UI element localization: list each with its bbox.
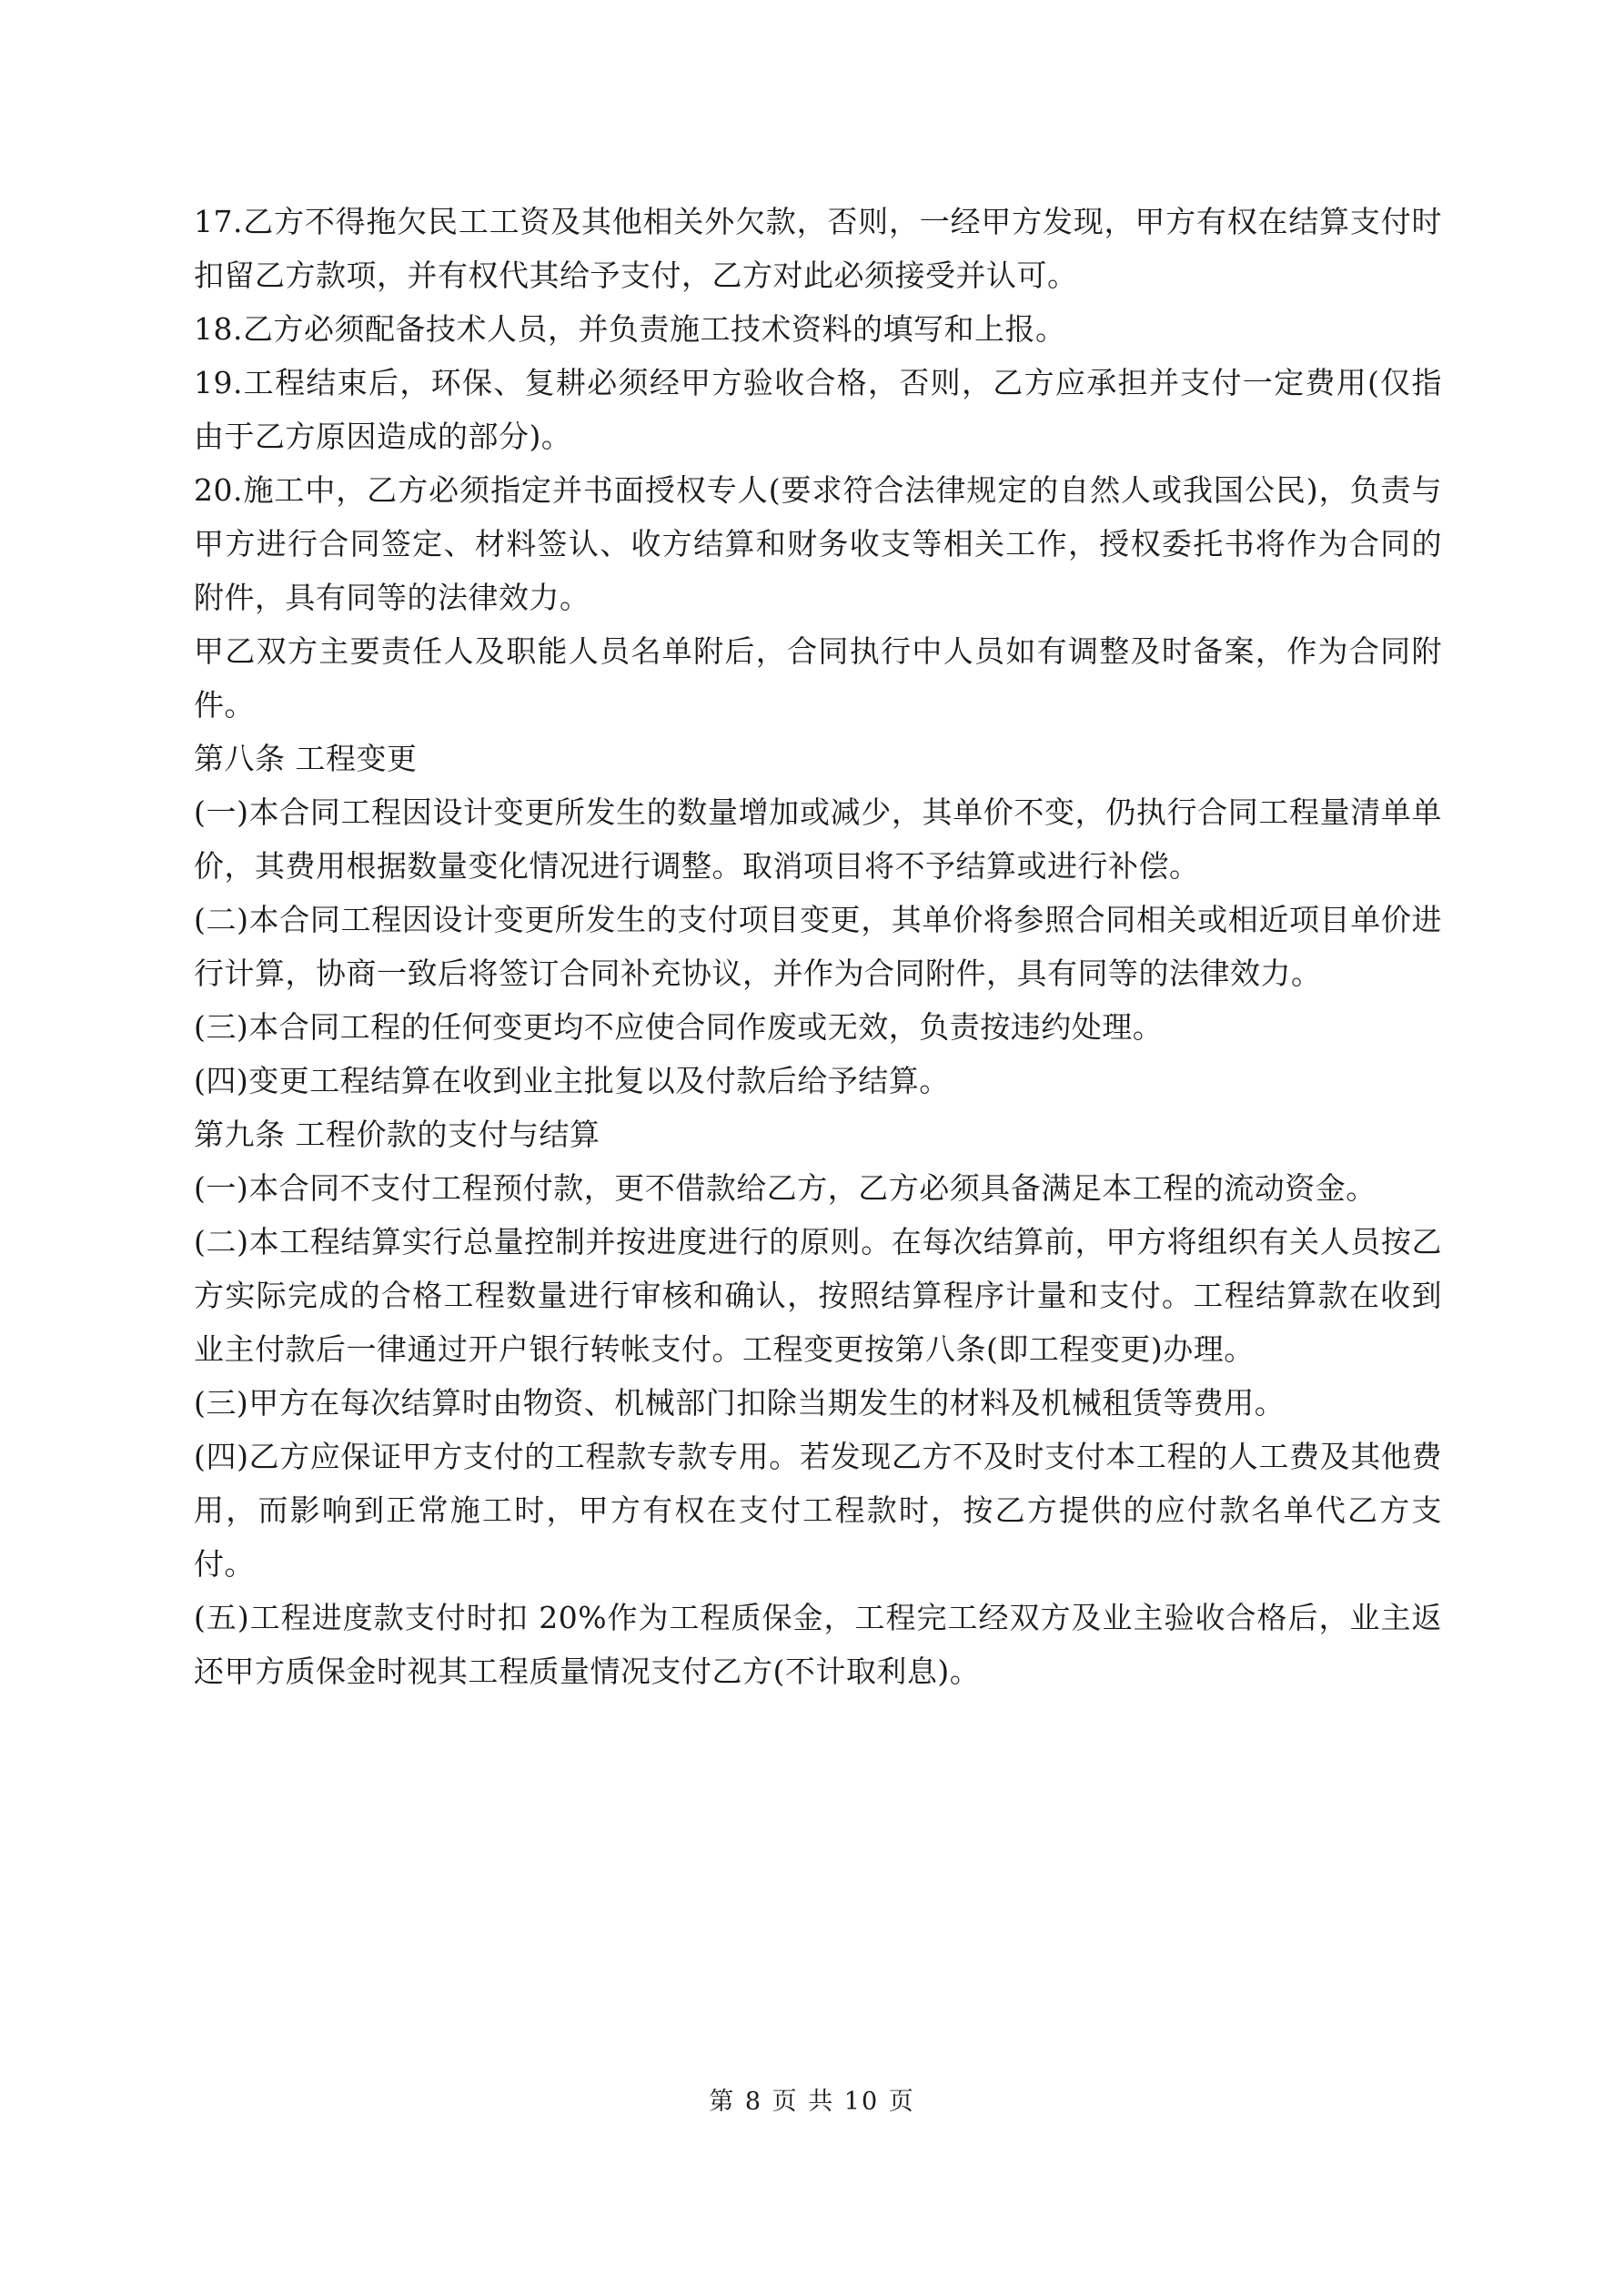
- paragraph-article-8-clause-4: (四)变更工程结算在收到业主批复以及付款后给予结算。: [194, 1063, 950, 1098]
- paragraph-article-8-clause-1: (一)本合同工程因设计变更所发生的数量增加或减少，其单价不变，仍执行合同工程量清单单价，其费用根据数量变化情况进行调整。取消项目将不予结算或进行补偿。: [194, 794, 1442, 884]
- paragraph-item-17: 17.乙方不得拖欠民工工资及其他相关外欠款，否则，一经甲方发现，甲方有权在结算支付时扣留乙方款项，并有权代其给予支付，乙方对此必须接受并认可。: [194, 204, 1442, 293]
- paragraph-personnel-note: 甲乙双方主要责任人及职能人员名单附后，合同执行中人员如有调整及时备案，作为合同附件。: [194, 633, 1442, 723]
- paragraph-article-9-clause-4: (四)乙方应保证甲方支付的工程款专款专用。若发现乙方不及时支付本工程的人工费及其他费用，而影响到正常施工时，甲方有权在支付工程款时，按乙方提供的应付款名单代乙方支付。: [194, 1439, 1442, 1582]
- section-heading-article-8: 第八条 工程变更: [194, 741, 418, 776]
- paragraph-article-9-clause-5: (五)工程进度款支付时扣 20%作为工程质保金，工程完工经双方及业主验收合格后，业主返还甲方质保金时视其工程质量情况支付乙方(不计取利息)。: [194, 1600, 1442, 1689]
- paragraph-article-8-clause-2: (二)本合同工程因设计变更所发生的支付项目变更，其单价将参照合同相关或相近项目单价进行计算，协商一致后将签订合同补充协议，并作为合同附件，具有同等的法律效力。: [194, 902, 1442, 991]
- page-number-footer: 第 8 页 共 10 页: [709, 2088, 915, 2116]
- paragraph-article-9-clause-2: (二)本工程结算实行总量控制并按进度进行的原则。在每次结算前，甲方将组织有关人员按乙方实际完成的合格工程数量进行审核和确认，按照结算程序计量和支付。工程结算款在收到业主付款后一律通过开户银行转帐支付。工程变更按第八条(即工程变更)办理。: [194, 1224, 1442, 1367]
- paragraph-item-19: 19.工程结束后，环保、复耕必须经甲方验收合格，否则，乙方应承担并支付一定费用(仅指由于乙方原因造成的部分)。: [194, 365, 1442, 454]
- section-heading-article-9: 第九条 工程价款的支付与结算: [194, 1117, 600, 1152]
- paragraph-article-9-clause-1: (一)本合同不支付工程预付款，更不借款给乙方，乙方必须具备满足本工程的流动资金。: [194, 1170, 1377, 1206]
- paragraph-article-9-clause-3: (三)甲方在每次结算时由物资、机械部门扣除当期发生的材料及机械租赁等费用。: [194, 1385, 1286, 1421]
- paragraph-item-18: 18.乙方必须配备技术人员，并负责施工技术资料的填写和上报。: [194, 311, 1066, 347]
- paragraph-article-8-clause-3: (三)本合同工程的任何变更均不应使合同作废或无效，负责按违约处理。: [194, 1009, 1164, 1045]
- document-body: [194, 195, 1442, 1698]
- paragraph-item-20: 20.施工中，乙方必须指定并书面授权专人(要求符合法律规定的自然人或我国公民)，负责与甲方进行合同签定、材料签认、收方结算和财务收支等相关工作，授权委托书将作为合同的附件，具有同等的法律效力。: [194, 472, 1442, 615]
